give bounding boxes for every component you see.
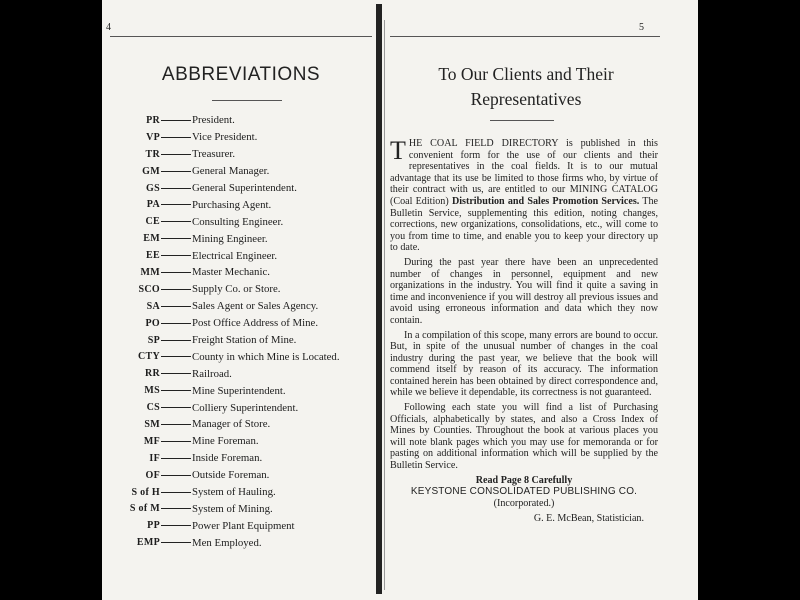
clients-body xyxy=(390,138,658,525)
abbreviation-code: EM xyxy=(143,233,160,245)
abbreviation-dash xyxy=(161,238,191,239)
abbreviation-code: CTY xyxy=(137,351,160,363)
abbreviation-dash xyxy=(161,390,191,391)
abbreviation-row xyxy=(122,247,372,264)
abbreviation-meaning: Master Mechanic. xyxy=(192,266,270,279)
abbreviation-meaning: Treasurer. xyxy=(192,148,236,161)
abbreviation-code: TR xyxy=(145,148,160,160)
abbreviation-meaning: Post Office Address of Mine. xyxy=(192,317,319,330)
abbreviation-dash xyxy=(161,120,191,121)
abbreviation-meaning: Freight Station of Mine. xyxy=(192,334,297,347)
abbreviations-title: ABBREVIATIONS xyxy=(161,64,321,85)
abbreviation-dash xyxy=(161,373,191,374)
abbreviation-row xyxy=(122,264,372,281)
abbreviation-meaning: Consulting Engineer. xyxy=(192,215,284,228)
abbreviation-dash xyxy=(161,508,191,509)
abbreviation-code: S of H xyxy=(131,486,160,498)
clients-title-rule xyxy=(490,120,554,121)
abbreviation-meaning: Mining Engineer. xyxy=(192,232,268,245)
abbreviation-code: EMP xyxy=(136,537,160,549)
abbreviation-meaning: Outside Foreman. xyxy=(192,469,270,482)
abbreviation-row xyxy=(122,484,372,501)
abbreviation-code: EE xyxy=(146,250,160,262)
abbreviation-code: SCO xyxy=(138,283,160,295)
abbreviation-row xyxy=(122,163,372,180)
abbreviation-meaning: President. xyxy=(192,114,235,127)
abbreviation-meaning: General Superintendent. xyxy=(192,182,297,194)
abbreviation-row xyxy=(122,416,372,433)
abbreviation-code: PO xyxy=(145,317,160,329)
abbreviation-dash xyxy=(161,441,191,442)
abbreviation-row xyxy=(122,332,372,349)
abbreviation-row xyxy=(122,298,372,315)
abbreviation-code: IF xyxy=(149,452,160,464)
abbreviation-code: SP xyxy=(147,334,160,346)
abbreviation-code: SA xyxy=(146,300,160,312)
paragraph-3: In a compilation of this scope, many errors are bound to occur. But, in spite of the unusual number of changes in the coal industry during the past year, we believe that the book will commend itself by reason of its accuracy. The information contained herein has been obtained by direct correspondence and, while we believe it dependable, its correctness is not guaranteed. xyxy=(390,329,658,399)
abbreviation-row xyxy=(122,433,372,450)
abbreviation-row xyxy=(122,196,372,213)
abbreviation-code: MF xyxy=(143,435,160,447)
abbreviations-title-rule xyxy=(212,100,282,101)
abbreviation-code: MM xyxy=(140,266,160,278)
paragraph-1 xyxy=(390,138,658,254)
abbreviation-dash xyxy=(161,221,191,222)
abbreviation-row xyxy=(122,365,372,382)
paragraph-1-text-2: The Bulletin Service, supplementing this edition, noting changes, corrections, new organizations, consolidations, etc., will come to you from time to time, and enable you to keep your directory up to date. xyxy=(390,195,659,254)
abbreviation-meaning: Manager of Store. xyxy=(192,418,271,431)
publisher-incorporated: (Incorporated.) xyxy=(493,497,555,509)
abbreviation-dash xyxy=(161,340,191,341)
abbreviation-dash xyxy=(161,204,191,205)
abbreviation-row xyxy=(122,180,372,197)
abbreviation-dash xyxy=(161,424,191,425)
abbreviation-dash xyxy=(161,475,191,476)
abbreviation-code: PP xyxy=(147,520,160,532)
abbreviation-code: CS xyxy=(146,402,160,414)
abbreviation-dash xyxy=(161,171,191,172)
abbreviation-meaning: Mine Superintendent. xyxy=(192,384,286,397)
clients-title xyxy=(394,62,658,112)
abbreviation-code: GS xyxy=(146,182,160,194)
abbreviation-code: S of M xyxy=(129,503,160,515)
abbreviation-meaning: Railroad. xyxy=(192,367,232,380)
abbreviation-dash xyxy=(161,255,191,256)
abbreviation-meaning: Mine Foreman. xyxy=(192,435,259,448)
right-header-rule xyxy=(390,36,660,37)
abbreviation-dash xyxy=(161,188,191,189)
abbreviation-dash xyxy=(161,323,191,324)
abbreviation-row xyxy=(122,467,372,484)
abbreviation-row xyxy=(122,129,372,146)
abbreviation-row xyxy=(122,500,372,517)
abbreviation-row xyxy=(122,450,372,467)
left-page-number: 4 xyxy=(106,22,111,33)
abbreviation-code: PA xyxy=(146,199,160,211)
abbreviation-dash xyxy=(161,137,191,138)
abbreviation-code: GM xyxy=(142,165,160,177)
abbreviation-row xyxy=(122,146,372,163)
abbreviation-row xyxy=(122,315,372,332)
abbreviation-dash xyxy=(161,458,191,459)
book-spread xyxy=(102,0,698,600)
clients-title-line-1: To Our Clients and Their xyxy=(438,64,614,84)
paragraph-1-bold: Distribution and Sales Promotion Services. xyxy=(451,195,640,207)
publisher-name: KEYSTONE CONSOLIDATED PUBLISHING CO. xyxy=(410,486,638,498)
paragraph-2: During the past year there have been an unprecedented number of changes in personnel, equipment and new organizations in the industry. You will find it quite a saving in time and inconvenience if you will destroy all previous issues and avoid using erroneous information and data which they now contain. xyxy=(390,256,658,326)
read-page-note: Read Page 8 Carefully xyxy=(475,474,573,486)
book-gutter xyxy=(376,4,382,594)
paragraph-4: Following each state you will find a list of Purchasing Officials, alphabetically by states, and also a Cross Index of Mines by Counties. Throughout the book at various places you will note blank pages which you may use for memoranda or for pasting on additional information which will be supplied by the Bulletin Service. xyxy=(390,402,658,472)
abbreviation-row xyxy=(122,382,372,399)
left-header-rule xyxy=(110,36,372,37)
abbreviation-row xyxy=(122,399,372,416)
abbreviation-code: CE xyxy=(145,216,160,228)
abbreviation-meaning: System of Hauling. xyxy=(192,486,276,499)
abbreviation-meaning: General Manager. xyxy=(192,165,270,178)
abbreviation-dash xyxy=(161,154,191,155)
signature: G. E. McBean, Statistician. xyxy=(533,513,644,525)
abbreviation-meaning: Purchasing Agent. xyxy=(192,198,272,211)
abbreviation-dash xyxy=(161,272,191,273)
gutter-shadow xyxy=(384,20,385,590)
abbreviation-code: SM xyxy=(144,418,160,430)
abbreviation-code: RR xyxy=(144,368,160,380)
abbreviation-row xyxy=(122,534,372,551)
abbreviation-meaning: County in which Mine is Located. xyxy=(192,350,340,363)
drop-cap: T xyxy=(390,136,406,165)
abbreviation-meaning: System of Mining. xyxy=(192,502,273,515)
abbreviation-code: OF xyxy=(145,469,160,481)
abbreviation-row xyxy=(122,281,372,298)
abbreviation-dash xyxy=(161,407,191,408)
abbreviation-meaning: Electrical Engineer. xyxy=(192,249,278,262)
abbreviation-row xyxy=(122,213,372,230)
abbreviation-row xyxy=(122,230,372,247)
abbreviation-meaning: Vice President. xyxy=(192,131,258,144)
abbreviation-code: VP xyxy=(146,131,160,143)
abbreviation-meaning: Colliery Superintendent. xyxy=(192,401,299,414)
abbreviation-meaning: Men Employed. xyxy=(192,536,262,549)
abbreviation-dash xyxy=(161,525,191,526)
abbreviation-code: PR xyxy=(146,114,160,126)
abbreviation-row xyxy=(122,112,372,129)
abbreviation-dash xyxy=(161,492,191,493)
abbreviation-meaning: Inside Foreman. xyxy=(192,452,263,465)
abbreviation-code: MS xyxy=(144,385,160,397)
abbreviation-row xyxy=(122,348,372,365)
right-page-number: 5 xyxy=(639,22,644,33)
abbreviation-meaning: Supply Co. or Store. xyxy=(192,283,281,296)
abbreviation-meaning: Power Plant Equipment xyxy=(192,519,295,532)
clients-title-line-2: Representatives xyxy=(470,89,582,109)
abbreviation-dash xyxy=(161,356,191,357)
abbreviation-row xyxy=(122,517,372,534)
abbreviations-list xyxy=(122,112,372,551)
abbreviation-dash xyxy=(161,289,191,290)
abbreviation-meaning: Sales Agent or Sales Agency. xyxy=(192,300,319,313)
abbreviation-dash xyxy=(161,306,191,307)
abbreviation-dash xyxy=(161,542,191,543)
paragraph-1-text: HE COAL FIELD DIRECTORY is published in this convenient form for the use of our clients and their representatives in the coal fields. It is to our mutual advantage that its use be limited to those firms who, by virtue of their contract with us, are entitled to our MINING CATALOG (Coal Edition) xyxy=(390,138,658,207)
